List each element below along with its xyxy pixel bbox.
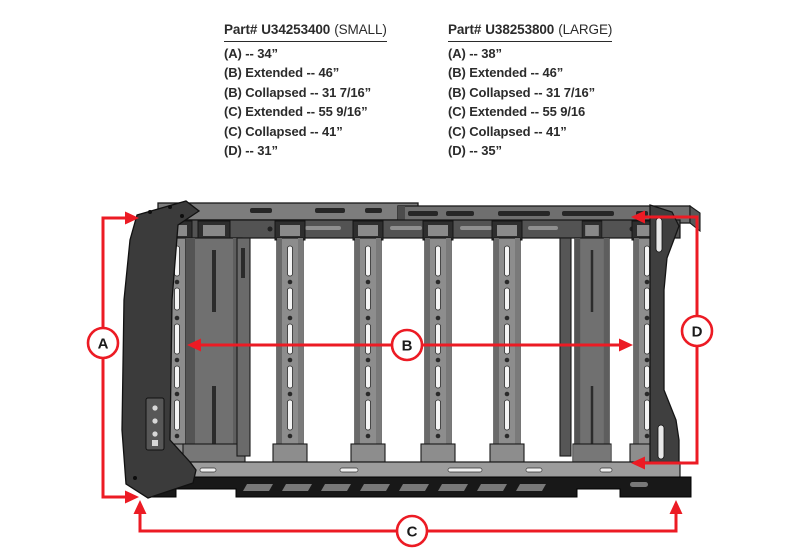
dim-b-arrow-right	[619, 339, 633, 352]
wide-slat-left	[183, 221, 245, 462]
size-label: (SMALL)	[334, 22, 387, 37]
dim-b-label: B	[401, 337, 413, 355]
spec-line-c-collapsed: (C) Collapsed -- 41”	[448, 123, 567, 139]
part-prefix: Part#	[224, 22, 258, 37]
spec-line-d: (D) -- 31”	[224, 143, 278, 158]
spec-line-b-extended: (B) Extended -- 46”	[224, 65, 340, 80]
thin-rail-right	[560, 238, 571, 456]
spec-line-d: (D) -- 35”	[448, 143, 502, 158]
slotted-rail-4	[490, 221, 524, 462]
side-panel-slot-bottom	[658, 425, 664, 459]
slotted-rail-1	[273, 221, 307, 462]
dim-a-arrow-bottom	[125, 491, 139, 504]
bolt-dot	[168, 205, 172, 209]
spec-line-c-extended: (C) Extended -- 55 9/16	[448, 104, 586, 119]
base-bar	[133, 477, 691, 497]
spec-line-c-collapsed: (C) Collapsed -- 41”	[224, 123, 343, 139]
side-panel-slot-top	[656, 218, 662, 252]
dimension-c	[134, 500, 683, 546]
part-prefix: Part#	[448, 22, 482, 37]
logo-mark	[152, 440, 158, 446]
slotted-rail-3	[421, 221, 455, 462]
part-number: U34253400	[261, 22, 331, 37]
spec-line-a: (A) -- 38”	[448, 45, 502, 61]
dim-c-arrow-left	[134, 500, 147, 514]
spec-line-b-collapsed: (B) Collapsed -- 31 7/16”	[224, 84, 372, 100]
spec-line-a: (A) -- 34”	[224, 45, 278, 61]
dim-c-arrow-right	[670, 500, 683, 514]
bottom-rail	[162, 462, 680, 478]
spec-line-b-extended: (B) Extended -- 46”	[448, 65, 564, 80]
fairing-bracket	[146, 398, 164, 450]
dim-c-label: C	[406, 523, 418, 541]
spec-line-b-collapsed: (B) Collapsed -- 31 7/16”	[448, 84, 596, 100]
spec-line-c-extended: (C) Extended -- 55 9/16”	[224, 104, 368, 119]
slotted-rail-2	[351, 221, 385, 462]
bolt-dot	[180, 214, 184, 218]
bolt-dot	[148, 210, 152, 214]
thin-rail-slot	[241, 248, 245, 278]
wide-slat-right	[573, 221, 611, 462]
bolt-dot	[133, 476, 137, 480]
part-number: U38253800	[485, 22, 555, 37]
side-panel-right	[650, 205, 679, 483]
dim-d-label: D	[691, 323, 703, 341]
size-label: (LARGE)	[558, 22, 613, 37]
dim-a-label: A	[97, 335, 109, 353]
